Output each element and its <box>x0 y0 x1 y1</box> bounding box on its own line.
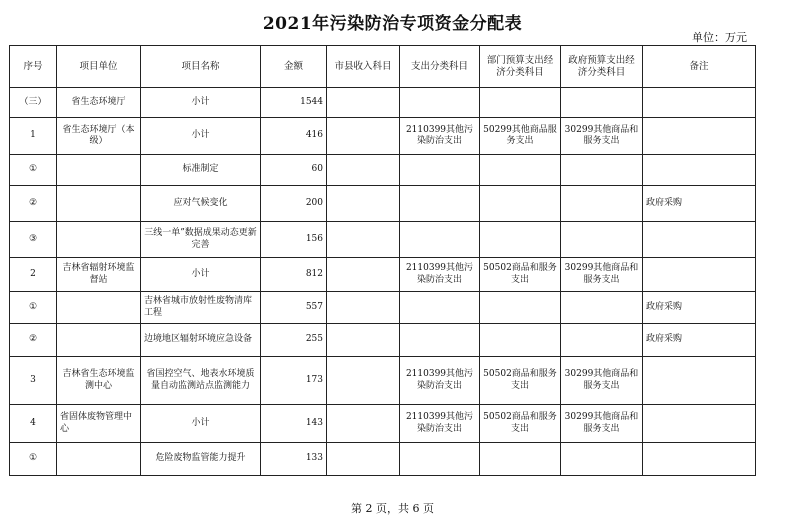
cell-gov-econ <box>561 186 643 222</box>
cell-amount: 133 <box>261 443 327 476</box>
cell-remarks <box>643 258 756 292</box>
table-row <box>10 292 756 324</box>
cell-gov-econ <box>561 88 643 118</box>
cell-county-subject <box>327 88 400 118</box>
table-row <box>10 222 756 258</box>
cell-amount: 156 <box>261 222 327 258</box>
cell-gov-econ <box>561 292 643 324</box>
cell-unit-name <box>57 186 141 222</box>
table-row <box>10 405 756 443</box>
cell-remarks <box>643 443 756 476</box>
cell-county-subject <box>327 324 400 357</box>
cell-dept-econ: 50299其他商品服务支出 <box>480 118 561 155</box>
table-row <box>10 186 756 222</box>
cell-project: 应对气候变化 <box>141 186 261 222</box>
cell-remarks <box>643 118 756 155</box>
cell-amount: 416 <box>261 118 327 155</box>
cell-unit-name: 省固体废物管理中心 <box>57 405 141 443</box>
cell-seq: ① <box>10 443 57 476</box>
cell-expense-class: 2110399其他污染防治支出 <box>400 118 480 155</box>
cell-expense-class <box>400 292 480 324</box>
cell-dept-econ <box>480 292 561 324</box>
cell-county-subject <box>327 258 400 292</box>
header-amount: 金额 <box>261 46 327 88</box>
table-row <box>10 324 756 357</box>
cell-dept-econ <box>480 324 561 357</box>
cell-seq: （三） <box>10 88 57 118</box>
cell-expense-class <box>400 324 480 357</box>
cell-seq: ② <box>10 324 57 357</box>
table-row <box>10 357 756 405</box>
cell-expense-class <box>400 443 480 476</box>
cell-dept-econ <box>480 443 561 476</box>
header-gov-econ: 政府预算支出经济分类科目 <box>561 46 643 88</box>
cell-expense-class: 2110399其他污染防治支出 <box>400 357 480 405</box>
cell-unit-name <box>57 443 141 476</box>
cell-seq: ① <box>10 292 57 324</box>
cell-seq: ② <box>10 186 57 222</box>
table-row <box>10 258 756 292</box>
cell-dept-econ <box>480 155 561 186</box>
page-footer: 第 2 页，共 6 页 <box>351 502 434 515</box>
cell-unit-name <box>57 222 141 258</box>
cell-project: 危险废物监管能力提升 <box>141 443 261 476</box>
cell-remarks <box>643 155 756 186</box>
cell-county-subject <box>327 186 400 222</box>
cell-seq: ③ <box>10 222 57 258</box>
cell-seq: ① <box>10 155 57 186</box>
cell-remarks: 政府采购 <box>643 292 756 324</box>
table-row <box>10 118 756 155</box>
cell-unit-name <box>57 155 141 186</box>
cell-remarks: 政府采购 <box>643 324 756 357</box>
cell-project: 吉林省城市放射性废物清库工程 <box>141 292 261 324</box>
cell-project: 小计 <box>141 88 261 118</box>
cell-dept-econ: 50502商品和服务支出 <box>480 258 561 292</box>
header-seq: 序号 <box>10 46 57 88</box>
cell-county-subject <box>327 118 400 155</box>
cell-county-subject <box>327 155 400 186</box>
table-row <box>10 155 756 186</box>
header-unit-name: 项目单位 <box>57 46 141 88</box>
cell-unit-name: 省生态环境厅（本级） <box>57 118 141 155</box>
cell-expense-class <box>400 186 480 222</box>
cell-expense-class <box>400 222 480 258</box>
cell-project: 边境地区辐射环境应急设备 <box>141 324 261 357</box>
cell-county-subject <box>327 443 400 476</box>
cell-unit-name <box>57 324 141 357</box>
cell-dept-econ <box>480 88 561 118</box>
cell-project: 小计 <box>141 118 261 155</box>
cell-dept-econ <box>480 186 561 222</box>
cell-project: 标准制定 <box>141 155 261 186</box>
header-expense-class: 支出分类科目 <box>400 46 480 88</box>
cell-expense-class <box>400 155 480 186</box>
cell-seq: 4 <box>10 405 57 443</box>
cell-project: 小计 <box>141 258 261 292</box>
cell-project: 三线一单”数据成果动态更新完善 <box>141 222 261 258</box>
table-header-row <box>10 46 756 88</box>
cell-dept-econ: 50502商品和服务支出 <box>480 405 561 443</box>
cell-remarks <box>643 88 756 118</box>
header-remarks: 备注 <box>643 46 756 88</box>
cell-amount: 143 <box>261 405 327 443</box>
cell-unit-name: 省生态环境厅 <box>57 88 141 118</box>
cell-gov-econ: 30299其他商品和服务支出 <box>561 357 643 405</box>
table-row <box>10 88 756 118</box>
cell-unit-name: 吉林省辐射环境监督站 <box>57 258 141 292</box>
cell-gov-econ <box>561 222 643 258</box>
cell-project: 省国控空气、地表水环境质量自动监测站点监测能力 <box>141 357 261 405</box>
header-project: 项目名称 <box>141 46 261 88</box>
cell-project: 小计 <box>141 405 261 443</box>
cell-gov-econ <box>561 155 643 186</box>
cell-remarks <box>643 405 756 443</box>
cell-seq: 3 <box>10 357 57 405</box>
cell-gov-econ <box>561 443 643 476</box>
cell-county-subject <box>327 292 400 324</box>
cell-amount: 557 <box>261 292 327 324</box>
cell-county-subject <box>327 405 400 443</box>
cell-unit-name: 吉林省生态环境监测中心 <box>57 357 141 405</box>
cell-amount: 200 <box>261 186 327 222</box>
cell-dept-econ: 50502商品和服务支出 <box>480 357 561 405</box>
cell-county-subject <box>327 357 400 405</box>
cell-unit-name <box>57 292 141 324</box>
allocation-table <box>9 45 756 476</box>
cell-gov-econ: 30299其他商品和服务支出 <box>561 258 643 292</box>
cell-remarks: 政府采购 <box>643 186 756 222</box>
cell-expense-class: 2110399其他污染防治支出 <box>400 405 480 443</box>
table-row <box>10 443 756 476</box>
cell-county-subject <box>327 222 400 258</box>
header-dept-econ: 部门预算支出经济分类科目 <box>480 46 561 88</box>
cell-gov-econ: 30299其他商品和服务支出 <box>561 118 643 155</box>
cell-expense-class: 2110399其他污染防治支出 <box>400 258 480 292</box>
cell-remarks <box>643 357 756 405</box>
cell-seq: 2 <box>10 258 57 292</box>
cell-gov-econ <box>561 324 643 357</box>
header-county-subject: 市县收入科目 <box>327 46 400 88</box>
cell-amount: 255 <box>261 324 327 357</box>
cell-seq: 1 <box>10 118 57 155</box>
cell-amount: 173 <box>261 357 327 405</box>
cell-remarks <box>643 222 756 258</box>
unit-label: 单位：万元 <box>692 31 747 44</box>
page-title: 2021年污染防治专项资金分配表 <box>262 14 523 34</box>
cell-amount: 60 <box>261 155 327 186</box>
cell-gov-econ: 30299其他商品和服务支出 <box>561 405 643 443</box>
cell-dept-econ <box>480 222 561 258</box>
cell-expense-class <box>400 88 480 118</box>
cell-amount: 812 <box>261 258 327 292</box>
cell-amount: 1544 <box>261 88 327 118</box>
